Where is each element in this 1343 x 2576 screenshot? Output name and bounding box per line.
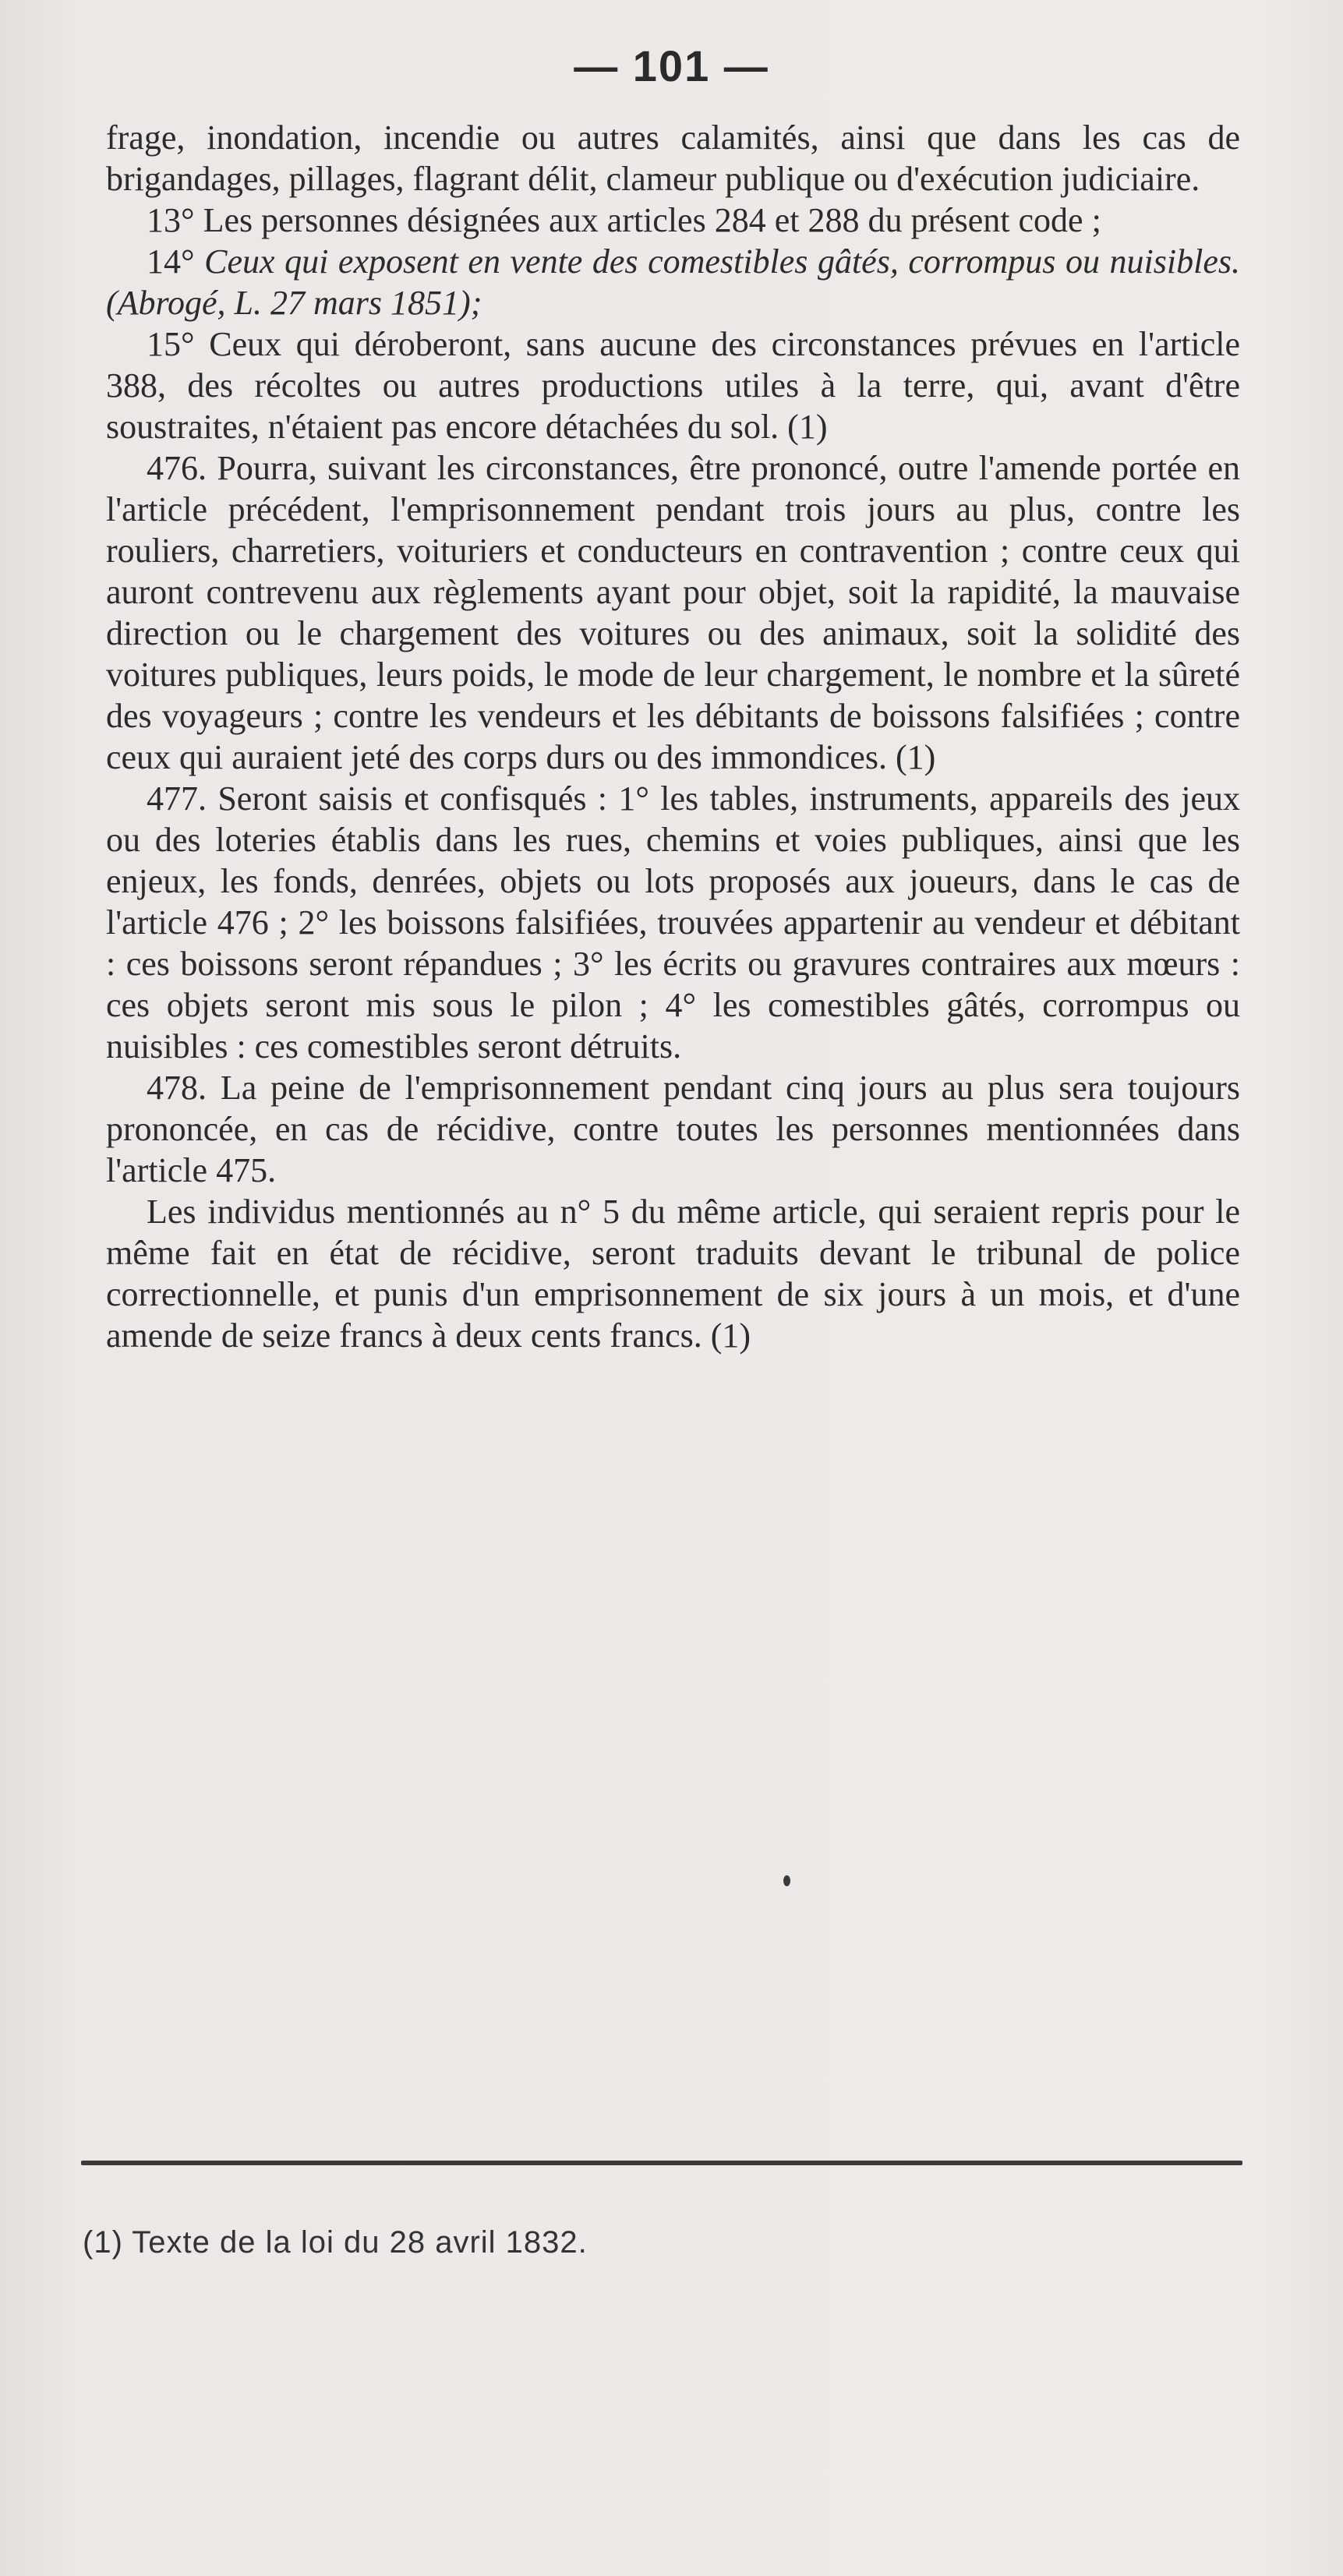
paragraph-article-477: 477. Seront saisis et confisqués : 1° les tables, instruments, appareils des jeux ou des loteries établis dans les rues, chemins et voies publiques, ainsi que les enjeux, les fonds, denrées, objets ou lots proposés aux joueurs, dans le cas de l'article 476 ; 2° les boissons falsifiées, trouvées appartenir au vendeur et débitant : ces boissons seront répandues ; 3° les écrits ou gravures contraires aux mœurs : ces objets seront mis sous le pilon ; 4° les comestibles gâtés, corrompus ou nuisibles : ces comestibles seront détruits.	[106, 779, 1240, 1065]
paragraph-article-478: 478. La peine de l'emprisonnement pendant cinq jours au plus sera toujours prononcée, en cas de récidive, contre toutes les personnes mentionnées dans l'article 475.	[106, 1069, 1240, 1189]
item-14-italic-text: Ceux qui exposent en vente des comestibles gâtés, corrompus ou nuisibles.	[204, 242, 1240, 281]
footnote: (1) Texte de la loi du 28 avril 1832.	[83, 2225, 588, 2260]
paragraph-continuation: frage, inondation, incendie ou autres calamités, ainsi que dans les cas de brigandages, pillages, flagrant délit, clameur publique ou d'exécution judiciaire.	[106, 118, 1240, 198]
page-number-header: — 101 —	[574, 41, 769, 90]
ink-speck	[783, 1875, 790, 1886]
paragraph-item-15: 15° Ceux qui déroberont, sans aucune des circonstances prévues en l'article 388, des récoltes ou autres productions utiles à la terre, qui, avant d'être soustraites, n'étaient pas encore détachées du sol. (1)	[106, 325, 1240, 446]
paragraph-item-13: 13° Les personnes désignées aux articles 284 et 288 du présent code ;	[147, 201, 1101, 239]
body-text	[106, 117, 1240, 1356]
item-14-abrogation-note: (Abrogé, L. 27 mars 1851);	[106, 284, 482, 322]
paragraph-item-14	[106, 241, 1240, 323]
paragraph-recidive: Les individus mentionnés au n° 5 du même article, qui seraient repris pour le même fait en état de récidive, seront traduits devant le tribunal de police correctionnelle, et punis d'un emprisonnement de six jours à un mois, et d'une amende de seize francs à deux cents francs. (1)	[106, 1193, 1240, 1355]
footnote-rule	[81, 2161, 1242, 2165]
paragraph-article-476: 476. Pourra, suivant les circonstances, être prononcé, outre l'amende portée en l'article précédent, l'emprisonnement pendant trois jours au plus, contre les rouliers, charretiers, voituriers et conducteurs en contravention ; contre ceux qui auront contrevenu aux règlements ayant pour objet, soit la rapidité, la mauvaise direction ou le chargement des voitures ou des animaux, soit la solidité des voitures publiques, leurs poids, le mode de leur chargement, le nombre et la sûreté des voyageurs ; contre les vendeurs et les débitants de boissons falsifiées ; contre ceux qui auraient jeté des corps durs ou des immondices. (1)	[106, 449, 1240, 776]
item-14-number: 14°	[147, 242, 195, 281]
